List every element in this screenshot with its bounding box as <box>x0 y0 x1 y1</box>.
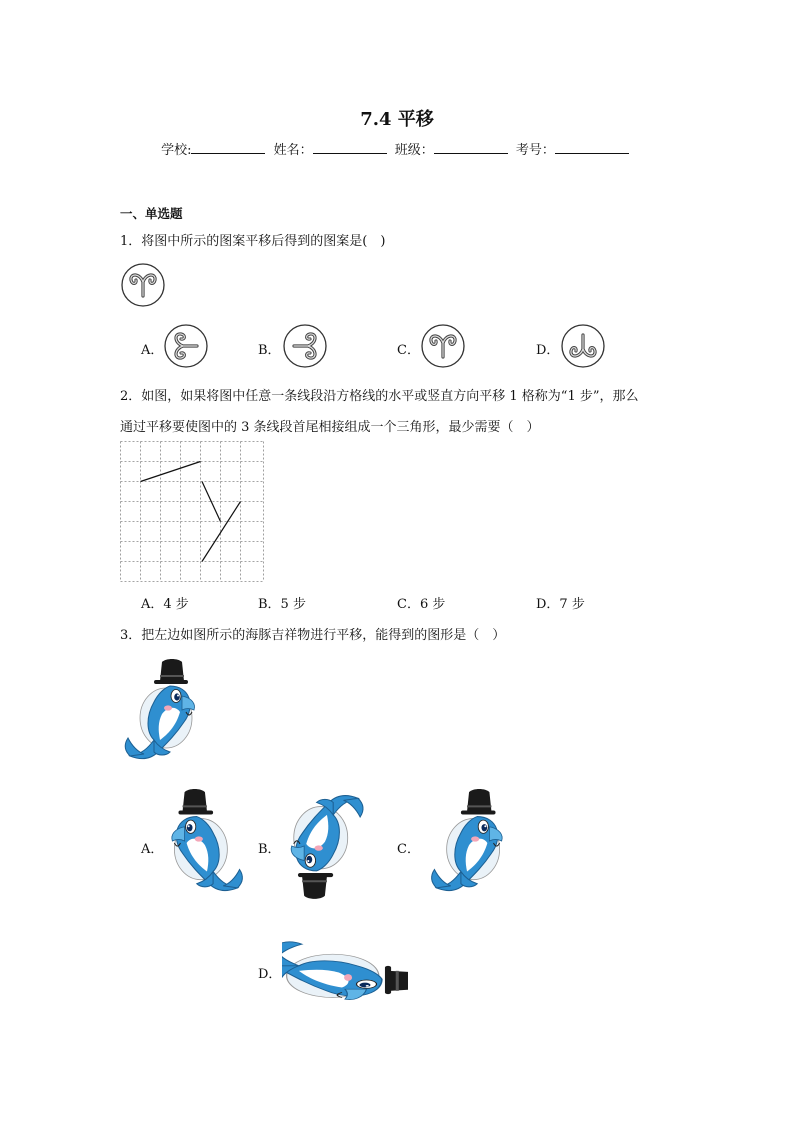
aries-rotated-right-icon[interactable] <box>282 323 328 369</box>
class-label: 班级： <box>394 143 434 158</box>
school-blank <box>191 140 265 154</box>
q2-option-b[interactable]: B．5 步 <box>258 597 306 612</box>
page-title: 7.4 平移 <box>360 109 434 130</box>
segment-1 <box>141 462 201 482</box>
q1-option-c-label: C． <box>397 343 420 358</box>
dolphin-option-c-translated[interactable] <box>420 786 512 896</box>
q1-option-a-label: A． <box>141 343 164 358</box>
q1-option-b-label: B． <box>258 343 281 358</box>
student-info-line <box>0 139 794 158</box>
school-label: 学校: <box>161 143 192 158</box>
q1-option-d-label: D． <box>536 343 560 358</box>
name-label: 姓名： <box>273 143 313 158</box>
section-heading: 一、单选题 <box>120 206 183 221</box>
question-2-text-line-1: 2．如图，如果将图中任意一条线段沿方格线的水平或竖直方向平移 1 格称为“1 步”，那么 <box>120 389 639 404</box>
q3-option-c-label: C． <box>397 842 420 857</box>
segment-3 <box>202 502 241 562</box>
name-blank <box>313 140 387 154</box>
class-blank <box>434 140 508 154</box>
q3-option-b-label: B． <box>258 842 281 857</box>
q2-option-d[interactable]: D．7 步 <box>536 597 585 612</box>
aries-upright-icon[interactable] <box>420 323 466 369</box>
dolphin-option-b-rotated[interactable] <box>282 790 374 902</box>
dolphin-mascot-original <box>118 652 200 768</box>
dotted-grid-diagram <box>120 441 265 583</box>
question-1-text: 1．将图中所示的图案平移后得到的图案是( ) <box>120 234 386 249</box>
q3-option-a-label: A． <box>141 842 164 857</box>
question-2-text-line-2: 通过平移要使图中的 3 条线段首尾相接组成一个三角形，最少需要（ ） <box>120 420 540 435</box>
dolphin-option-a-mirrored[interactable] <box>162 786 254 896</box>
q2-option-c[interactable]: C．6 步 <box>397 597 446 612</box>
number-label: 考号： <box>515 143 555 158</box>
aries-rotated-left-icon[interactable] <box>163 323 209 369</box>
q3-option-d-label: D． <box>258 967 282 982</box>
aries-original-icon <box>120 262 166 308</box>
aries-inverted-icon[interactable] <box>560 323 606 369</box>
question-3-text: 3．把左边如图所示的海豚吉祥物进行平移，能得到的图形是（ ） <box>120 628 506 643</box>
number-blank <box>555 140 629 154</box>
q2-option-a[interactable]: A．4 步 <box>141 597 189 612</box>
dolphin-option-d-rotated[interactable] <box>282 925 408 1015</box>
